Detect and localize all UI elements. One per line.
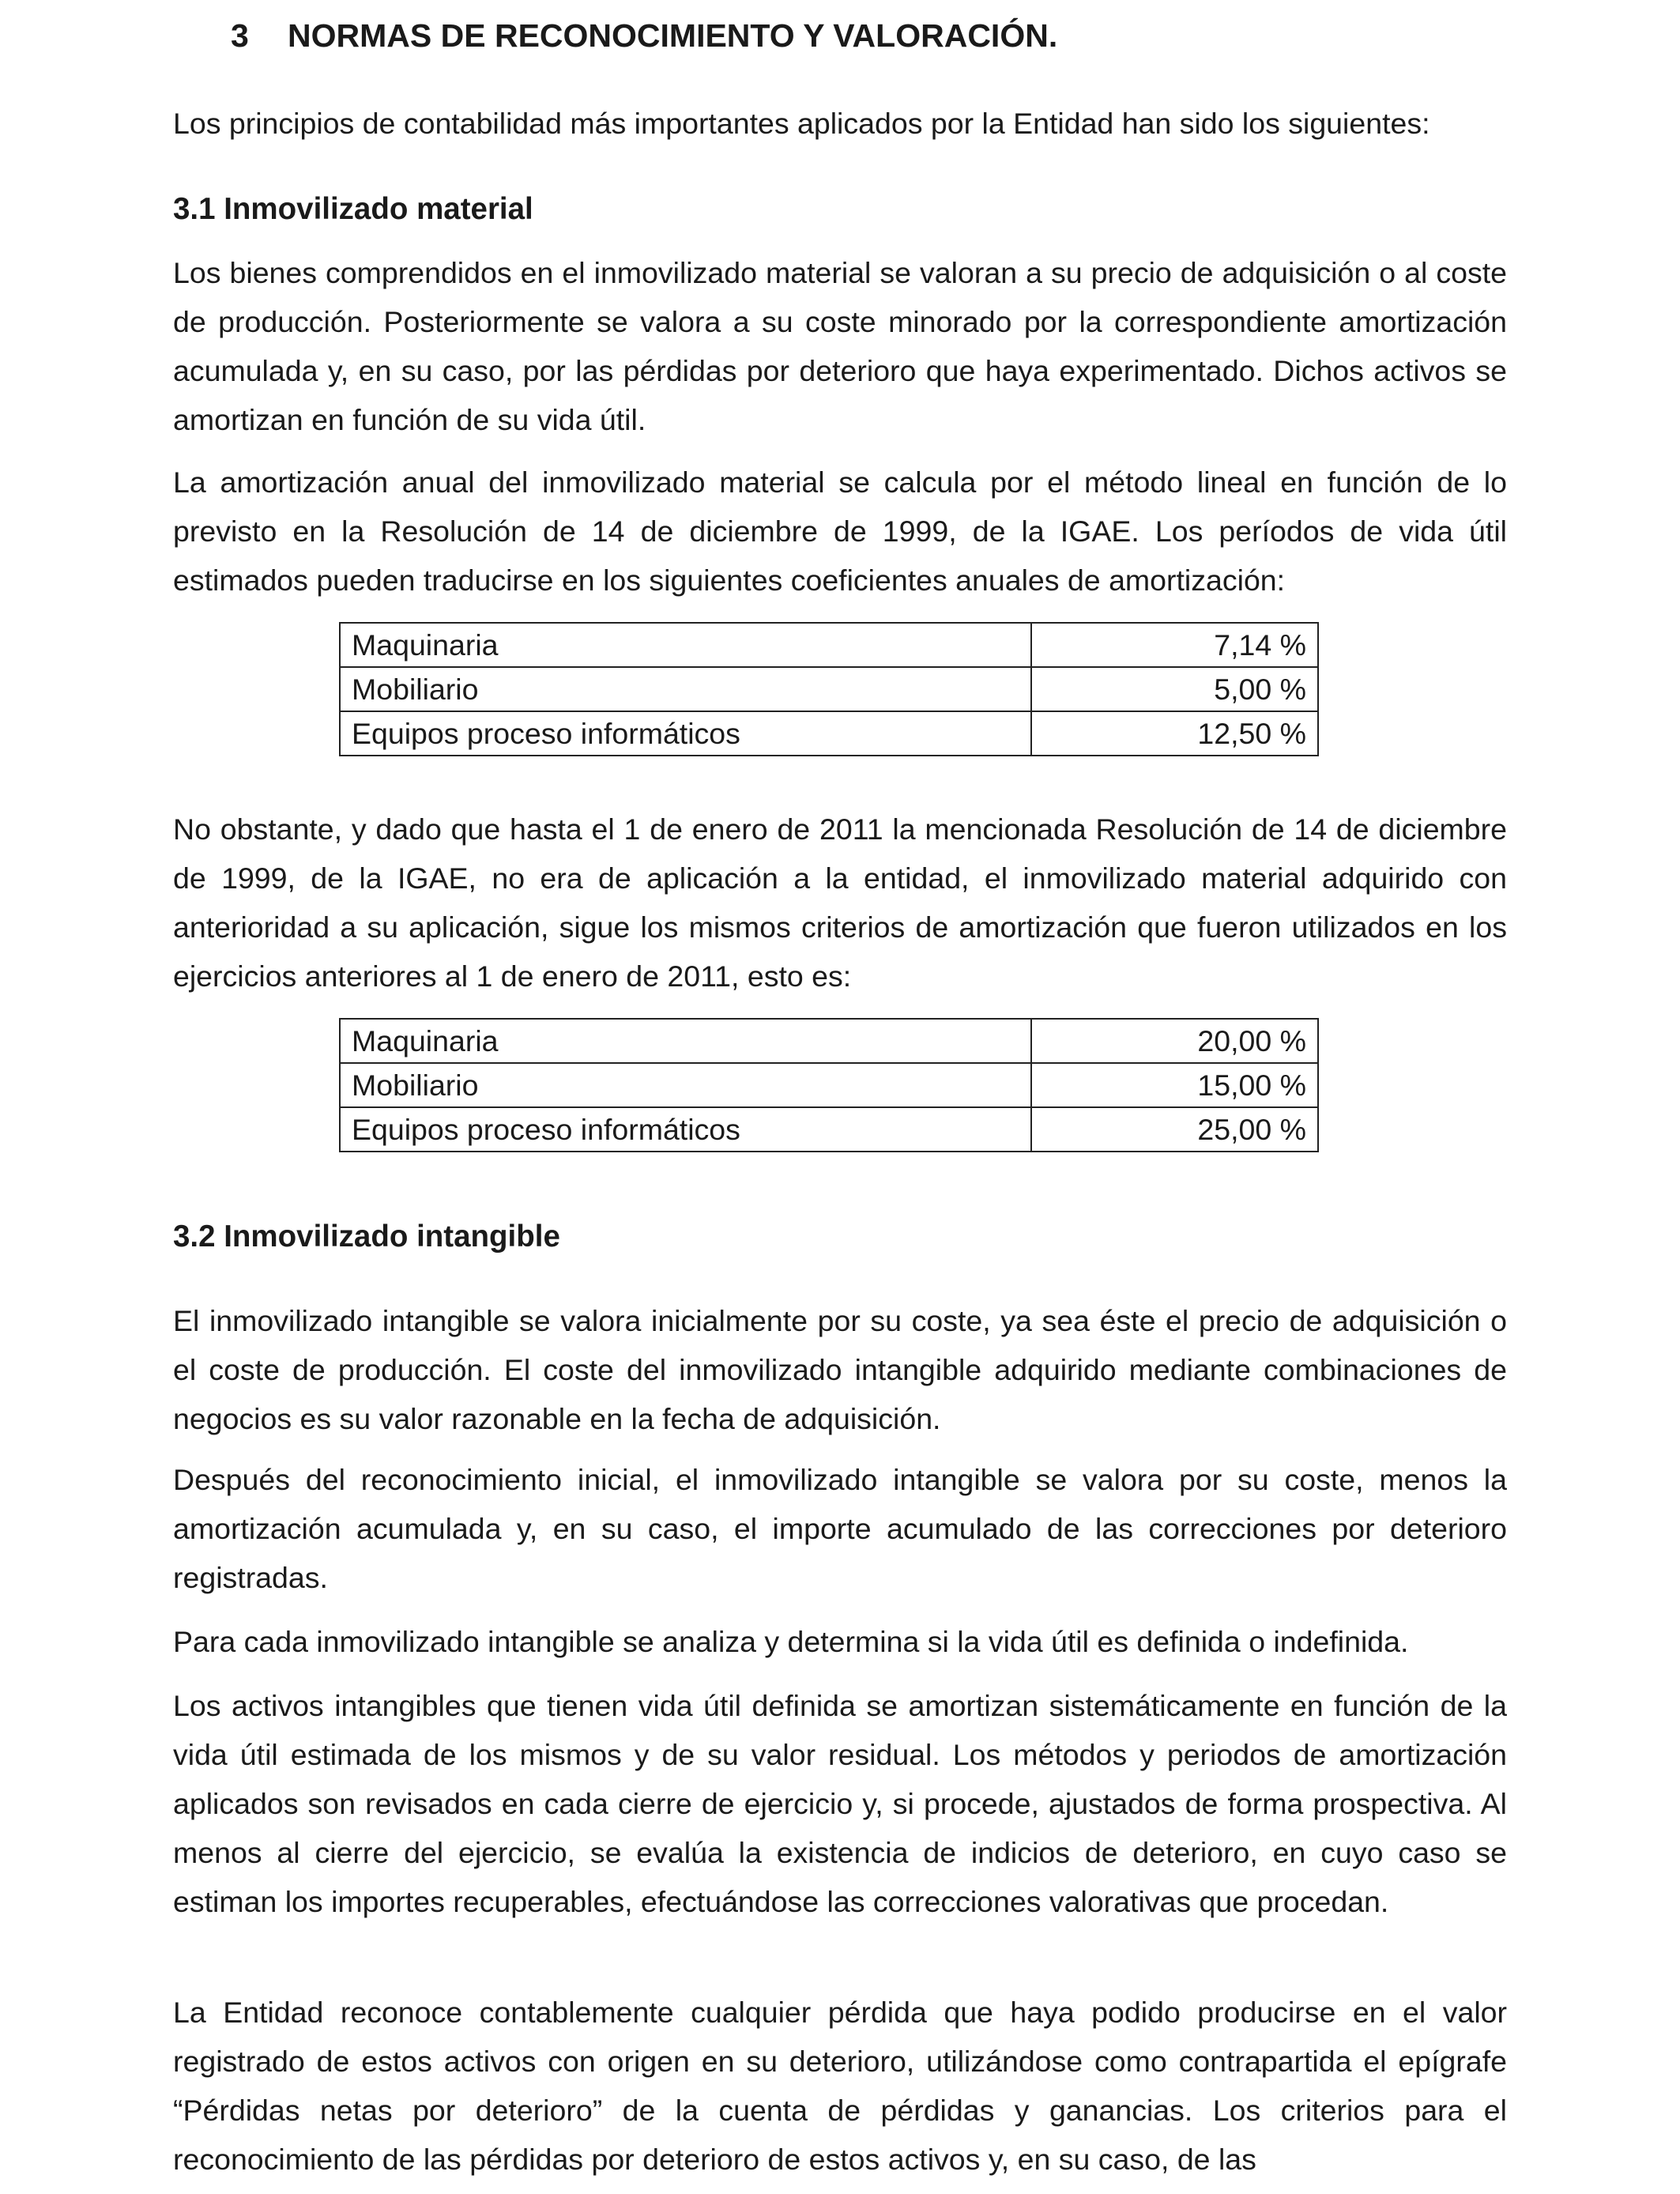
s32-paragraph-2: Después del reconocimiento inicial, el inmovilizado intangible se valora por su coste, menos la amortización acumulada y, en su caso, el importe acumulado de las correcciones por deterioro registradas. bbox=[173, 1463, 1507, 1594]
table-cell-value: 5,00 % bbox=[1031, 667, 1318, 711]
table-cell-value: 12,50 % bbox=[1031, 711, 1318, 756]
table-cell-label: Mobiliario bbox=[340, 667, 1031, 711]
table-cell-label: Equipos proceso informáticos bbox=[340, 711, 1031, 756]
s32-paragraph-1: El inmovilizado intangible se valora inicialmente por su coste, ya sea éste el precio de adquisición o el coste de producción. El coste del inmovilizado intangible adquirido mediante combinaciones de negocios es su valor razonable en la fecha de adquisición. bbox=[173, 1304, 1507, 1435]
table-cell-label: Mobiliario bbox=[340, 1063, 1031, 1107]
table-row bbox=[340, 667, 1318, 711]
table-cell-value: 7,14 % bbox=[1031, 623, 1318, 667]
s32-paragraph-4: Los activos intangibles que tienen vida útil definida se amortizan sistemáticamente en función de la vida útil estimada de los mismos y de su valor residual. Los métodos y periodos de amortización aplicados son revisados en cada cierre de ejercicio y, si procede, ajustados de forma prospectiva. Al menos al cierre del ejercicio, se evalúa la existencia de indicios de deterioro, en cuyo caso se estiman los importes recuperables, efectuándose las correcciones valorativas que procedan. bbox=[173, 1689, 1507, 1918]
subsection-heading-3-1: 3.1 Inmovilizado material bbox=[173, 192, 533, 226]
amortization-rates-table-current bbox=[339, 622, 1319, 756]
s31-paragraph-1: Los bienes comprendidos en el inmovilizado material se valoran a su precio de adquisición o al coste de producción. Posteriormente se valora a su coste minorado por la correspondiente amortización acumulada y, en su caso, por las pérdidas por deterioro que haya experimentado. Dichos activos se amortizan en función de su vida útil. bbox=[173, 256, 1507, 436]
subsection-heading-3-2: 3.2 Inmovilizado intangible bbox=[173, 1220, 560, 1253]
table-cell-label: Equipos proceso informáticos bbox=[340, 1107, 1031, 1152]
table-cell-label: Maquinaria bbox=[340, 623, 1031, 667]
section-heading bbox=[231, 17, 1057, 55]
s32-paragraph-3: Para cada inmovilizado intangible se analiza y determina si la vida útil es definida o indefinida. bbox=[173, 1625, 1409, 1658]
intro-paragraph: Los principios de contabilidad más importantes aplicados por la Entidad han sido los siguientes: bbox=[173, 107, 1430, 140]
table-cell-value: 20,00 % bbox=[1031, 1019, 1318, 1063]
table-row bbox=[340, 1063, 1318, 1107]
table-cell-value: 25,00 % bbox=[1031, 1107, 1318, 1152]
s32-paragraph-5: La Entidad reconoce contablemente cualquier pérdida que haya podido producirse en el valor registrado de estos activos con origen en su deterioro, utilizándose como contrapartida el epígrafe “Pérdidas netas por deterioro” de la cuenta de pérdidas y ganancias. Los criterios para el reconocimiento de las pérdidas por deterioro de estos activos y, en su caso, de las bbox=[173, 1996, 1507, 2176]
table-row bbox=[340, 711, 1318, 756]
amortization-rates-table-previous bbox=[339, 1018, 1319, 1152]
s31-paragraph-3: No obstante, y dado que hasta el 1 de enero de 2011 la mencionada Resolución de 14 de diciembre de 1999, de la IGAE, no era de aplicación a la entidad, el inmovilizado material adquirido con anterioridad a su aplicación, sigue los mismos criterios de amortización que fueron utilizados en los ejercicios anteriores al 1 de enero de 2011, esto es: bbox=[173, 812, 1507, 993]
section-title: NORMAS DE RECONOCIMIENTO Y VALORACIÓN. bbox=[288, 17, 1058, 54]
table-row bbox=[340, 1019, 1318, 1063]
table-cell-label: Maquinaria bbox=[340, 1019, 1031, 1063]
s31-paragraph-2: La amortización anual del inmovilizado material se calcula por el método lineal en función de lo previsto en la Resolución de 14 de diciembre de 1999, de la IGAE. Los períodos de vida útil estimados pueden traducirse en los siguientes coeficientes anuales de amortización: bbox=[173, 466, 1507, 597]
section-number: 3 bbox=[231, 17, 249, 54]
table-cell-value: 15,00 % bbox=[1031, 1063, 1318, 1107]
table-row bbox=[340, 623, 1318, 667]
table-row bbox=[340, 1107, 1318, 1152]
